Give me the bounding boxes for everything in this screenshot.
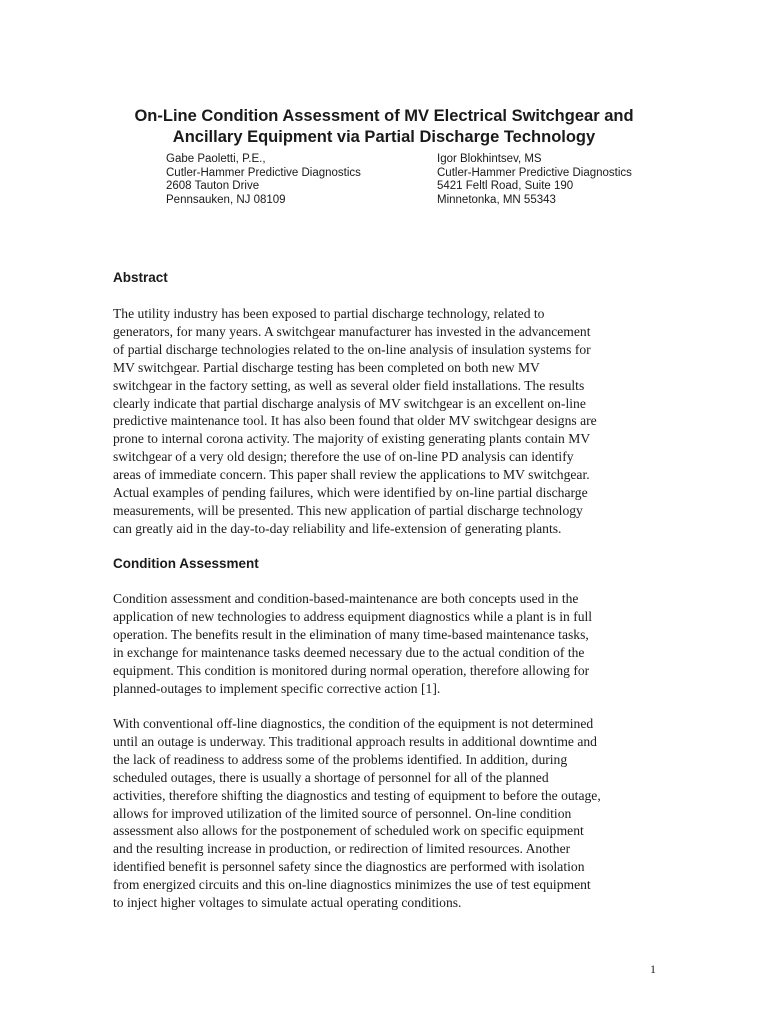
text-line: and the resulting increase in production, or redirection of limited resources. Another xyxy=(113,841,571,857)
author-city: Pennsauken, NJ 08109 xyxy=(166,193,286,206)
text-line: predictive maintenance tool. It has also been found that older MV switchgear designs are xyxy=(113,413,597,429)
text-line: scheduled outages, there is usually a shortage of personnel for all of the planned xyxy=(113,769,549,785)
text-line: clearly indicate that partial discharge analysis of MV switchgear is an excellent on-line xyxy=(113,395,586,411)
text-line: allows for improved utilization of the limited source of personnel. On-line condition xyxy=(113,805,572,821)
author-street: 5421 Feltl Road, Suite 190 xyxy=(437,180,574,192)
section-heading-abstract: Abstract xyxy=(113,270,168,285)
body-paragraph xyxy=(113,590,592,697)
text-line: The utility industry has been exposed to partial discharge technology, related to xyxy=(113,306,545,321)
text-line: assessment also allows for the postponement of scheduled work on specific equipment xyxy=(113,823,584,839)
text-line: With conventional off-line diagnostics, the condition of the equipment is not determined xyxy=(113,716,594,731)
title-line: Ancillary Equipment via Partial Discharge Technology xyxy=(172,128,596,146)
author-block-1 xyxy=(166,153,361,207)
author-block-2 xyxy=(437,153,632,207)
body-paragraph xyxy=(113,715,601,912)
text-line: operation. The benefits result in the elimination of many time-based maintenance tasks, xyxy=(113,626,589,642)
text-line: identified benefit is personnel safety since the diagnostics are performed with isolation xyxy=(113,859,585,875)
text-line: can greatly aid in the day-to-day reliability and life-extension of generating plants. xyxy=(113,520,562,536)
text-line: application of new technologies to address equipment diagnostics while a plant is in full xyxy=(113,608,593,624)
text-line: from energized circuits and this on-line diagnostics minimizes the use of test equipment xyxy=(113,877,591,893)
text-line: Condition assessment and condition-based-maintenance are both concepts used in the xyxy=(113,591,579,606)
text-line: activities, therefore shifting the diagnostics and testing of equipment to before the outage, xyxy=(113,787,601,803)
author-name: Igor Blokhintsev, MS xyxy=(437,153,542,165)
text-line: switchgear in the factory setting, as well as several older field installations. The results xyxy=(113,377,585,393)
text-line: areas of immediate concern. This paper shall review the applications to MV switchgear. xyxy=(113,467,590,483)
text-line: generators, for many years. A switchgear manufacturer has invested in the advancement xyxy=(113,323,591,339)
author-name: Gabe Paoletti, P.E., xyxy=(166,153,266,165)
text-line: the lack of readiness to address some of the problems identified. In addition, during xyxy=(113,751,568,767)
text-line: planned-outages to implement specific corrective action [1]. xyxy=(113,680,441,696)
abstract-paragraph xyxy=(113,305,597,538)
text-line: switchgear of a very old design; therefore the use of on-line PD analysis can identify xyxy=(113,449,574,465)
author-affiliation: Cutler-Hammer Predictive Diagnostics xyxy=(166,166,361,179)
author-street: 2608 Tauton Drive xyxy=(166,180,260,192)
text-line: prone to internal corona activity. The majority of existing generating plants contain MV xyxy=(113,431,591,447)
author-city: Minnetonka, MN 55343 xyxy=(437,193,556,206)
paper-title xyxy=(60,106,708,148)
text-line: measurements, will be presented. This new application of partial discharge technology xyxy=(113,502,583,518)
author-affiliation: Cutler-Hammer Predictive Diagnostics xyxy=(437,166,632,179)
section-heading-condition-assessment: Condition Assessment xyxy=(113,556,259,571)
text-line: Actual examples of pending failures, which were identified by on-line partial discharge xyxy=(113,485,588,501)
text-line: equipment. This condition is monitored during normal operation, therefore allowing for xyxy=(113,662,590,678)
page-number: 1 xyxy=(650,962,656,976)
text-line: in exchange for maintenance tasks deemed necessary due to the actual condition of the xyxy=(113,644,585,660)
title-line: On-Line Condition Assessment of MV Electrical Switchgear and xyxy=(134,107,634,125)
text-line: of partial discharge technologies related to the on-line analysis of insulation systems for xyxy=(113,341,591,357)
text-line: until an outage is underway. This traditional approach results in additional downtime and xyxy=(113,733,597,749)
text-line: MV switchgear. Partial discharge testing has been completed on both new MV xyxy=(113,359,540,375)
text-line: to inject higher voltages to simulate actual operating conditions. xyxy=(113,895,462,911)
